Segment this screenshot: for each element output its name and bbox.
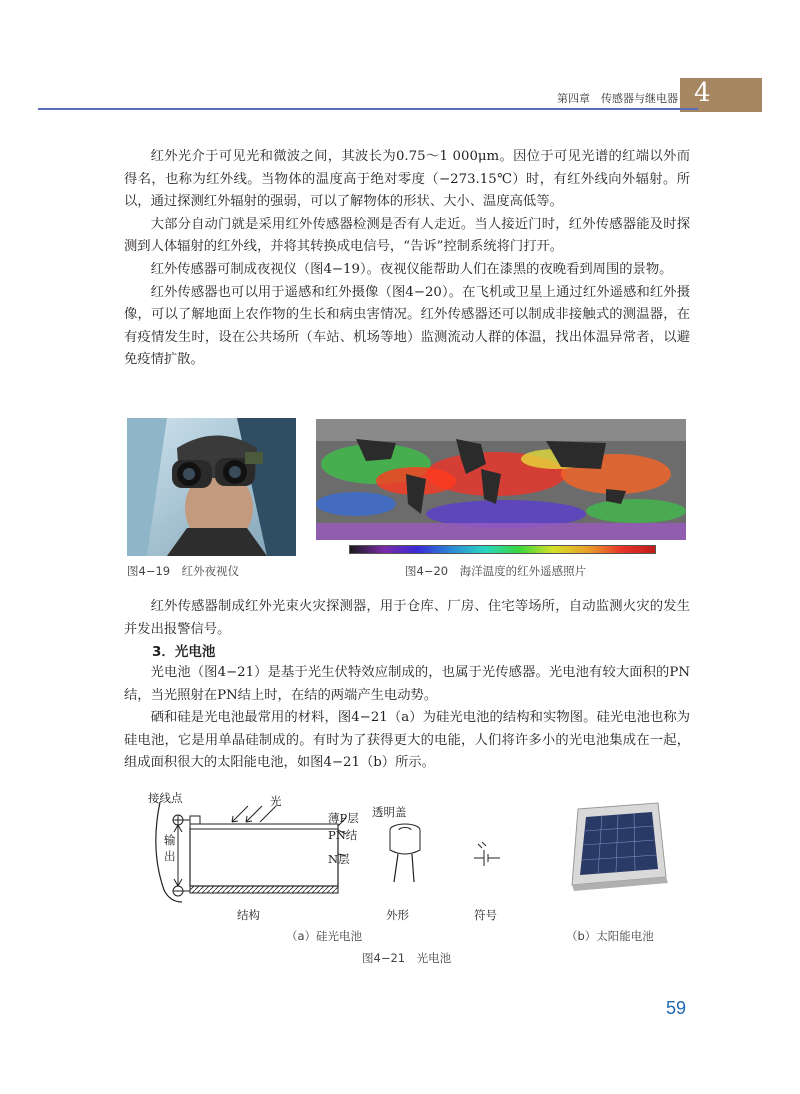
ocean-temperature-map [316,419,686,540]
label-pn: PN结 [328,828,358,842]
chapter-tab [680,78,762,112]
color-scale-bar [349,545,656,554]
paragraph: 红外传感器制成红外光束火灾探测器，用于仓库、厂房、住宅等场所，自动监测火灾的发生并发出报警信号。 [124,599,690,637]
fig19-caption: 图4−19 红外夜视仪 [127,564,240,578]
paragraph: 红外传感器也可以用于遥感和红外摄像（图4−20）。在飞机或卫星上通过红外遥感和红外摄像，可以了解地面上农作物的生长和病虫害情况。红外传感器还可以制成非接触式的测温器，在有疫情发生时，设在公共场所（车站、机场等地）监测流动人群的体温，找出体温异常者，以避免疫情扩散。 [124,284,690,368]
label-n-layer: N层 [328,852,350,866]
photocell-symbol [470,838,510,868]
paragraph: 光电池（图4−21）是基于光生伏特效应制成的，也属于光传感器。光电池有较大面积的PN结，当光照射在PN结上时，在结的两端产生电动势。 [124,665,690,703]
body-text-bottom [124,662,690,775]
fig21-caption: 图4−21 光电池 [362,951,452,965]
body-text-top [124,146,690,372]
label-terminal: 接线点 [148,791,183,805]
subcaption-structure: 结构 [237,908,260,922]
paragraph: 红外光介于可见光和微波之间，其波长为0.75～1 000μm。因位于可见光谱的红端以外而得名，也称为红外线。当物体的温度高于绝对零度（−273.15℃）时，有红外线向外辐射。所以，通过探测红外辐射的强弱，可以了解物体的形状、大小、温度高低等。 [124,149,690,210]
paragraph: 红外传感器可制成夜视仪（图4−19）。夜视仪能帮助人们在漆黑的夜晚看到周围的景物。 [150,261,673,277]
section-heading: 3．光电池 [152,644,216,660]
fig21b-caption: （b）太阳能电池 [566,929,654,943]
night-vision-photo [127,418,296,556]
body-text-middle [124,596,690,641]
photocell-structure-diagram [140,790,380,910]
photocell-appearance [380,820,430,890]
label-light: 光 [270,794,282,808]
paragraph: 大部分自动门就是采用红外传感器检测是否有人走近。当人接近门时，红外传感器能及时探测到人体辐射的红外线，并将其转换成电信号，“告诉”控制系统将门打开。 [124,216,690,255]
label-p-layer: 薄P层 [328,811,359,825]
chapter-number: 4 [694,78,711,108]
paragraph: 硒和硅是光电池最常用的材料，图4−21（a）为硅光电池的结构和实物图。硅光电池也称为硅电池，它是用单晶硅制成的。有时为了获得更大的电能，人们将许多小的光电池集成在一起，组成面积很大的太阳能电池，如图4−21（b）所示。 [124,710,690,771]
subcaption-appearance: 外形 [386,908,409,922]
header-rule [38,108,698,110]
subcaption-symbol: 符号 [474,908,497,922]
chapter-header: 第四章 传感器与继电器 [557,92,678,105]
fig20-caption: 图4−20 海洋温度的红外遥感照片 [405,564,587,578]
page-number: 59 [666,998,687,1018]
fig21a-caption: （a）硅光电池 [286,929,363,943]
label-output: 输出 [164,833,176,863]
label-cover: 透明盖 [372,805,407,819]
solar-panel-photo [562,795,672,895]
